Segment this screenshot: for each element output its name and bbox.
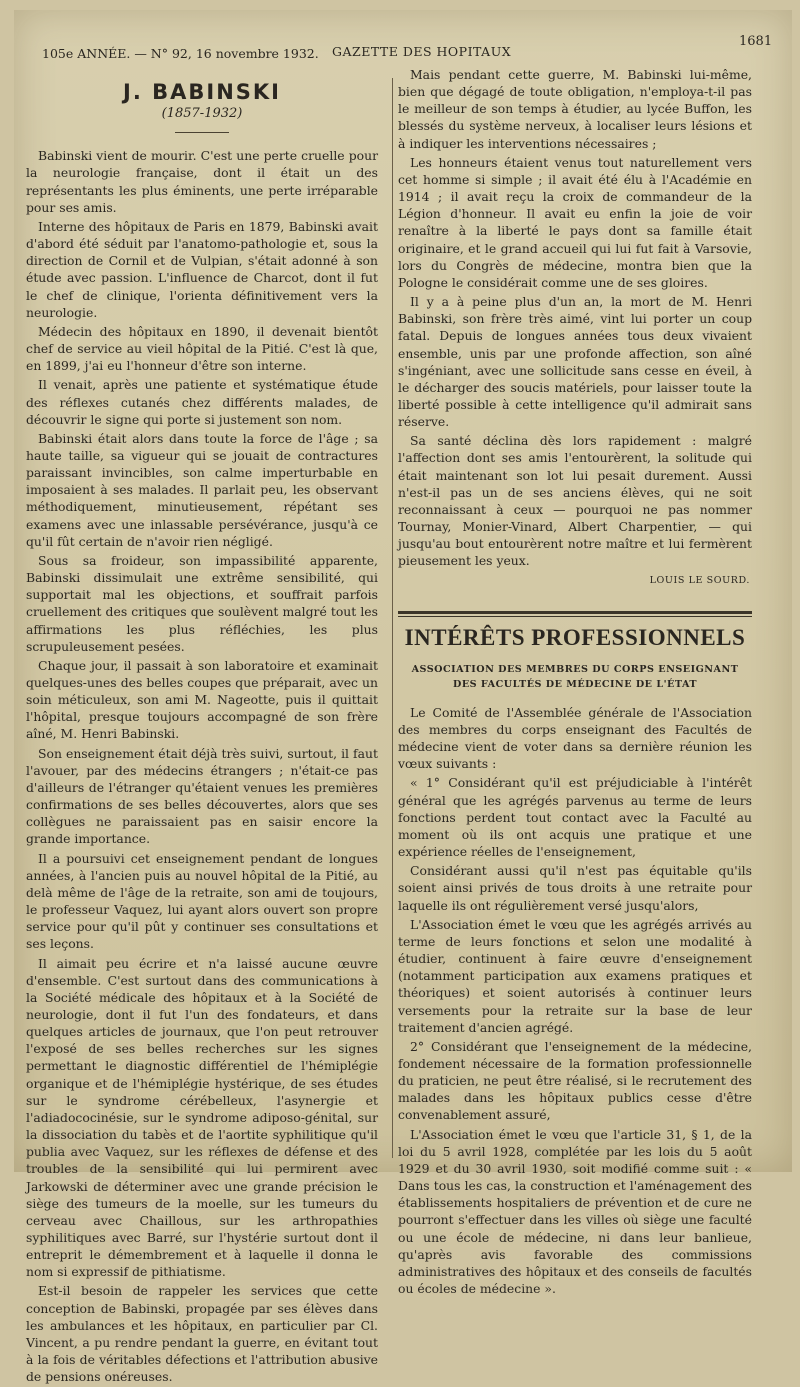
page-header	[42, 34, 782, 64]
obituary-paragraph: Mais pendant cette guerre, M. Babinski lui-même, bien que dégagé de toute obligation, n'employa-t-il pas le meilleur de son temps à étudier, au lycée Buffon, les blessés du système nerveux, à localiser leurs lésions et à indiquer les interventions nécessaires ;	[398, 67, 752, 151]
section-paragraph: Considérant aussi qu'il n'est pas équitable qu'ils soient ainsi privés de tous droits à une retraite pour laquelle ils ont régulièrement versé jusqu'alors,	[398, 863, 752, 913]
author-signature: LOUIS LE SOURD.	[649, 574, 750, 586]
issue-line: 105e ANNÉE. — N° 92, 16 novembre 1932.	[42, 46, 319, 61]
page-number: 1681	[739, 34, 773, 49]
section-divider	[398, 611, 752, 617]
obituary-paragraph: Il aimait peu écrire et n'a laissé aucune œuvre d'ensemble. C'est surtout dans des communications à la Société médicale des hôpitaux et à la Société de neurologie, dont il fut l'un des fondateurs, et dans quelques articles de journaux, que l'on peut retrouver l'exposé de ses belles recherches sur les signes permettant le diagnostic différentiel de l'hémiplégie organique et de l'hémiplégie hystérique, de ses études sur le syndrome cérébelleux, l'asynergie et l'adiadococinésie, sur le syndrome adiposo-génital, sur la dissociation du tabès et de l'aortite syphilitique qu'il publia avec Vaquez, sur les réflexes de défense et des troubles de la sensibilité qui lui permirent avec Jarkowski de déterminer avec une grande précision le siège des tumeurs de la moelle, sur les tumeurs du cerveau avec Chaillous, sur les arthropathies syphilitiques avec Barré, sur l'hystérie surtout dont il entreprit le démembrement et à laquelle il donna le nom si expressif de pithiatisme.	[26, 955, 378, 1280]
journal-title: GAZETTE DES HOPITAUX	[332, 44, 512, 59]
obituary-paragraph: Son enseignement était déjà très suivi, surtout, il faut l'avouer, par des médecins étrangers ; n'était-ce pas d'ailleurs de l'étranger qu'étaient venues les premières confirmations de ses belles découvertes, alors que ses collègues ne paraissaient pas en saisir encore la grande importance.	[26, 745, 378, 847]
obituary-paragraph: Les honneurs étaient venus tout naturellement vers cet homme si simple ; il avait été élu à l'Académie en 1914 ; il avait reçu la croix de commandeur de la Légion d'honneur. Il avait eu enfin la joie de voir renaître à la liberté le pays dont sa famille était originaire, et le grand accueil qui lui fut fait à Varsovie, lors du Congrès de médecine, montra bien que la Pologne le considérait comme une de ses gloires.	[398, 154, 752, 290]
section-paragraph: « 1° Considérant qu'il est préjudiciable à l'intérêt général que les agrégés parvenus au terme de leurs fonctions perdent tout contact avec la Faculté au moment où ils ont acquis une pratique et une expérience réelles de l'enseignement,	[398, 775, 752, 860]
right-column	[398, 66, 752, 1299]
obituary-paragraph: Sa santé déclina dès lors rapidement : malgré l'affection dont ses amis l'entourèrent, la solitude qui était maintenant son lot lui pesait durement. Aussi n'est-il pas un de ses anciens élèves, qui ne soit reconnaissant à ceux — pourquoi ne pas nommer Tournay, Monier-Vinard, Albert Charpentier, — qui jusqu'au bout entourèrent notre maître et lui fermèrent pieusement les yeux.	[398, 433, 752, 569]
association-heading-line: ASSOCIATION DES MEMBRES DU CORPS ENSEIGNANT	[411, 663, 739, 675]
section-paragraph: L'Association émet le vœu que les agrégés arrivés au terme de leurs fonctions et selon une modalité à étudier, continuent à faire œuvre d'enseignement (notamment participation aux examens pratiques et théoriques) et soient autorisés à continuer leurs versements pour la retraite sur la base de leur traitement d'ancien agrégé.	[398, 916, 752, 1035]
title-divider	[175, 132, 229, 133]
column-divider	[392, 78, 393, 1158]
obituary-paragraph: Babinski vient de mourir. C'est une perte cruelle pour la neurologie française, dont il était un des représentants les plus éminents, une perte irréparable pour ses amis.	[26, 148, 378, 215]
obituary-title: J. BABINSKI	[123, 80, 281, 104]
obituary-paragraph: Il a poursuivi cet enseignement pendant de longues années, à l'ancien puis au nouvel hôpital de la Pitié, au delà même de l'âge de la retraite, son ami de toujours, le professeur Vaquez, lui ayant alors ouvert son propre service pour qu'il pût y continuer ses consultations et ses leçons.	[26, 850, 378, 952]
section-title: INTÉRÊTS PROFESSIONNELS	[404, 624, 746, 650]
obituary-paragraph: Il y a à peine plus d'un an, la mort de M. Henri Babinski, son frère très aimé, vint lui porter un coup fatal. Depuis de longues années tous deux vivaient ensemble, unis par une profonde affection, son aîné s'ingéniant, avec une sollicitude sans cesse en éveil, à le décharger des soucis matériels, pour laisser toute la liberté possible à cette intelligence qu'il admirait sans réserve.	[398, 294, 752, 430]
obituary-paragraph: Médecin des hôpitaux en 1890, il devenait bientôt chef de service au vieil hôpital de la Pitié. C'est là que, en 1899, j'ai eu l'honneur d'être son interne.	[26, 323, 378, 374]
obituary-paragraph: Il venait, après une patiente et systématique étude des réflexes cutanés chez différents malades, de découvrir le signe qui porte si justement son nom.	[26, 377, 378, 427]
obituary-paragraph: Sous sa froideur, son impassibilité apparente, Babinski dissimulait une extrême sensibilité, qui supportait mal les objections, et souffrait parfois cruellement des critiques que soulèvent malgré tout les affirmations les plus réfléchies, les plus scrupuleusement pesées.	[26, 552, 378, 654]
obituary-dates: (1857-1932)	[161, 106, 243, 122]
association-heading-line: DES FACULTÉS DE MÉDECINE DE L'ÉTAT	[453, 678, 697, 690]
section-paragraph: L'Association émet le vœu que l'article 31, § 1, de la loi du 5 avril 1928, complétée par les lois du 5 août 1929 et du 30 avril 1930, soit modifié comme suit : « Dans tous les cas, la construction et l'aménagement des établissements hospitaliers de prévention et de cure ne pourront s'effectuer dans les villes où siège une faculté ou une école de médecine, ni dans leur banlieue, qu'après avis favorable des commissions administratives des hôpitaux et des conseils de facultés ou écoles de médecine ».	[398, 1126, 752, 1296]
obituary-paragraph: Chaque jour, il passait à son laboratoire et examinait quelques-unes des belles coupes que préparait, avec un soin méticuleux, son ami M. Nageotte, puis il quittait l'hôpital, presque toujours accompagné de son frère aîné, M. Henri Babinski.	[26, 657, 378, 742]
left-column	[26, 78, 378, 1387]
section-paragraph: Le Comité de l'Assemblée générale de l'Association des membres du corps enseignant des Facultés de médecine vient de voter dans sa dernière réunion les vœux suivants :	[398, 704, 752, 772]
obituary-paragraph: Est-il besoin de rappeler les services que cette conception de Babinski, propagée par ses élèves dans les ambulances et les hôpitaux, en particulier par Cl. Vincent, a pu rendre pendant la guerre, en évitant tout à la fois de véritables défections et l'attribution abusive de pensions onéreuses.	[26, 1283, 378, 1385]
association-heading	[398, 662, 752, 692]
section-paragraph: 2° Considérant que l'enseignement de la médecine, fondement nécessaire de la formation professionnelle du praticien, ne peut être réalisé, si le recrutement des malades dans les hôpitaux publics cesse d'être convenablement assuré,	[398, 1038, 752, 1123]
obituary-paragraph: Interne des hôpitaux de Paris en 1879, Babinski avait d'abord été séduit par l'anatomo-pathologie et, sous la direction de Cornil et de Vulpian, s'était adonné à son étude avec passion. L'influence de Charcot, dont il fut le chef de clinique, l'orienta définitivement vers la neurologie.	[26, 218, 378, 320]
obituary-paragraph: Babinski était alors dans toute la force de l'âge ; sa haute taille, sa vigueur qui se jouait de contractures paraissant invincibles, son calme imperturbable en imposaient à ses malades. Il parlait peu, les observant méthodiquement, minutieusement, répétant ses examens avec une inlassable persévérance, jusqu'à ce qu'il fût certain de n'avoir rien négligé.	[26, 430, 378, 549]
